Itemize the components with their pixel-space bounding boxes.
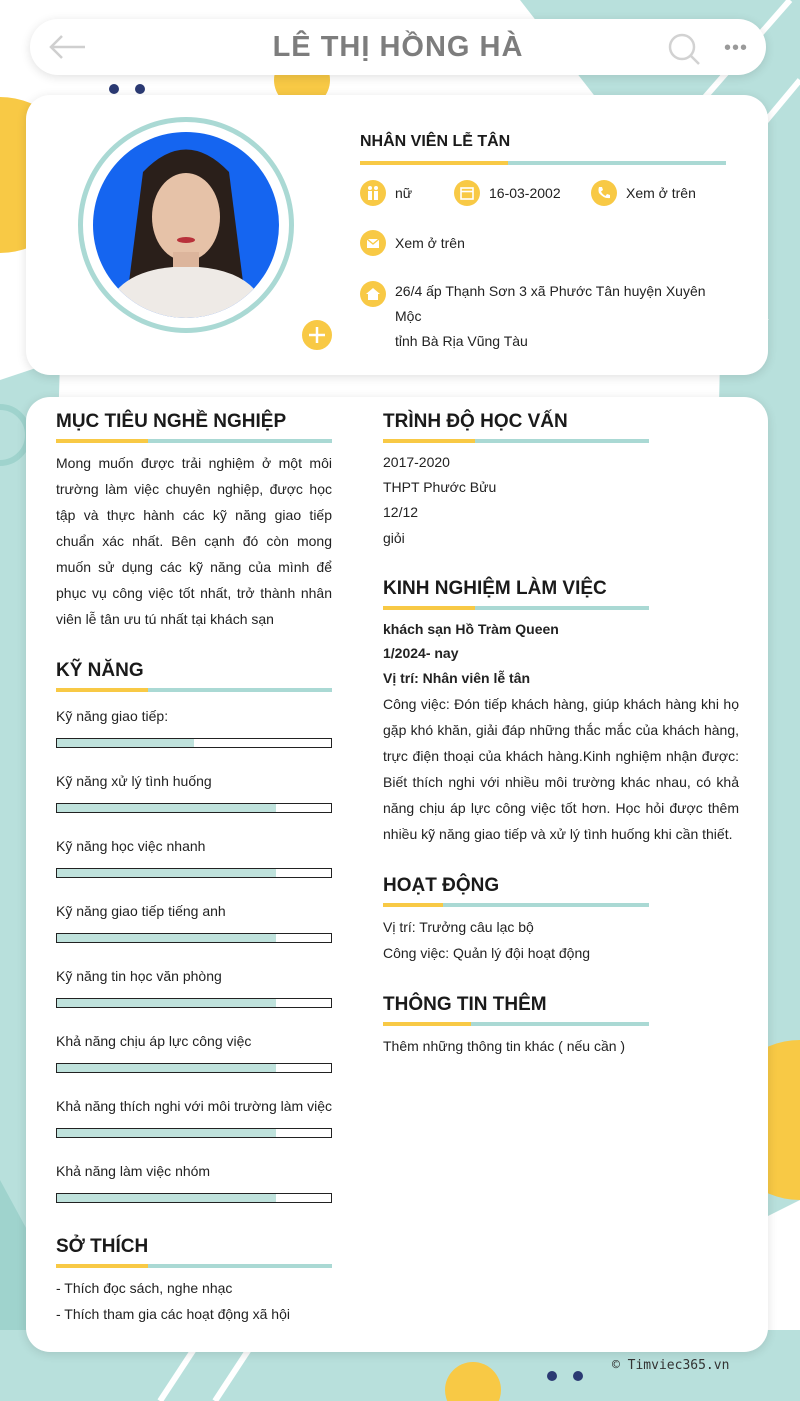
hobbies-underline — [56, 1264, 332, 1268]
hobby-item: - Thích tham gia các hoạt động xã hội — [56, 1306, 290, 1322]
experience-position: Vị trí: Nhân viên lễ tân — [383, 670, 531, 686]
email-value: Xem ở trên — [395, 235, 465, 251]
gender-value: nữ — [395, 185, 413, 201]
skill-bar — [56, 1128, 332, 1138]
skill-bar-fill — [57, 1194, 276, 1202]
education-line: 12/12 — [383, 504, 419, 520]
profile-card — [26, 95, 768, 375]
skill-bar-fill — [57, 869, 276, 877]
skill-label: Kỹ năng giao tiếp: — [56, 708, 169, 724]
skill-bar — [56, 933, 332, 943]
main-content-card — [26, 397, 768, 1352]
skill-bar — [56, 738, 332, 748]
gender-icon — [360, 180, 386, 206]
address-line-1: 26/4 ấp Thạnh Sơn 3 xã Phước Tân huyện Xuyên Mộc — [395, 283, 706, 324]
education-line: THPT Phước Bửu — [383, 479, 497, 495]
skill-label: Khả năng chịu áp lực công việc — [56, 1033, 252, 1049]
birthday-field — [454, 180, 561, 206]
objective-text: Mong muốn được trải nghiệm ở một môi trường làm việc chuyên nghiệp, được học tập và thực hành các kỹ năng giao tiếp chuẩn xác nhất. Bên cạnh đó còn mong muốn sử dụng các kỹ năng của mình để phục vụ công việc tốt nhất, trở thành nhân viên lễ tân ưu tú nhất tại khách sạn — [56, 455, 332, 627]
copyright-text: © Timviec365.vn — [612, 1358, 730, 1373]
education-heading: TRÌNH ĐỘ HỌC VẤN — [383, 411, 568, 432]
experience-description: Công việc: Đón tiếp khách hàng, giúp khách hàng khi họ gặp khó khăn, giải đáp những thắc mắc của khách hàng, trực điện thoại của khách hàng.Kinh nghiệm nhận được: Biết thích nghi với nhiều môi trường khác nhau, có khả năng chịu áp lực công việc tốt hơn. Học hỏi được thêm nhiều kỹ năng giao tiếp và xử lý tình huống khi cần thiết. — [383, 696, 739, 842]
skill-bar — [56, 1193, 332, 1203]
job-title: NHÂN VIÊN LỄ TÂN — [360, 133, 511, 150]
skill-bar — [56, 868, 332, 878]
gender-field — [360, 180, 412, 206]
skill-bar — [56, 803, 332, 813]
email-icon — [360, 230, 386, 256]
phone-icon — [591, 180, 617, 206]
search-icon[interactable] — [666, 31, 702, 67]
skill-bar — [56, 1063, 332, 1073]
skill-bar-fill — [57, 804, 276, 812]
skill-label: Kỹ năng tin học văn phòng — [56, 968, 222, 984]
avatar — [93, 132, 279, 318]
job-title-underline — [360, 161, 726, 165]
page-title: LÊ THỊ HỒNG HÀ — [272, 31, 524, 63]
additional-heading: THÔNG TIN THÊM — [383, 994, 547, 1015]
skill-bar-fill — [57, 934, 276, 942]
objective-heading: MỤC TIÊU NGHỀ NGHIỆP — [56, 411, 287, 432]
hobby-item: - Thích đọc sách, nghe nhạc — [56, 1280, 233, 1296]
education-line: 2017-2020 — [383, 454, 450, 470]
skills-heading: KỸ NĂNG — [56, 660, 144, 681]
home-icon — [360, 281, 386, 307]
birthday-value: 16-03-2002 — [489, 185, 561, 201]
skill-label: Khả năng làm việc nhóm — [56, 1163, 211, 1179]
education-line: giỏi — [383, 530, 405, 546]
additional-underline — [383, 1022, 649, 1026]
additional-text: Thêm những thông tin khác ( nếu cần ) — [383, 1038, 626, 1054]
activities-underline — [383, 903, 649, 907]
skills-underline — [56, 688, 332, 692]
activities-line: Vị trí: Trưởng câu lạc bộ — [383, 919, 534, 935]
address-line-2: tỉnh Bà Rịa Vũng Tàu — [395, 333, 528, 349]
phone-field — [591, 180, 696, 206]
add-photo-icon[interactable] — [300, 318, 334, 352]
experience-period: 1/2024- nay — [383, 645, 459, 661]
experience-underline — [383, 606, 649, 610]
experience-company: khách sạn Hồ Tràm Queen — [383, 621, 559, 637]
skill-bar-fill — [57, 999, 276, 1007]
email-field — [360, 230, 465, 256]
more-options-icon[interactable]: ••• — [724, 37, 749, 59]
activities-line: Công việc: Quản lý đội hoạt động — [383, 945, 591, 961]
education-underline — [383, 439, 649, 443]
calendar-icon — [454, 180, 480, 206]
hobbies-heading: SỞ THÍCH — [56, 1236, 149, 1257]
address-field — [360, 279, 730, 354]
skill-bar-fill — [57, 739, 194, 747]
phone-value: Xem ở trên — [626, 185, 696, 201]
avatar-frame — [78, 117, 294, 333]
skill-bar-fill — [57, 1064, 276, 1072]
skill-bar — [56, 998, 332, 1008]
top-bar — [30, 19, 766, 75]
skill-label: Kỹ năng học việc nhanh — [56, 838, 206, 854]
activities-heading: HOẠT ĐỘNG — [383, 875, 500, 896]
skill-label: Khả năng thích nghi với môi trường làm việc — [56, 1098, 332, 1114]
skill-bar-fill — [57, 1129, 276, 1137]
skill-label: Kỹ năng xử lý tình huống — [56, 773, 212, 789]
experience-heading: KINH NGHIỆM LÀM VIỆC — [383, 578, 607, 599]
objective-underline — [56, 439, 332, 443]
skill-label: Kỹ năng giao tiếp tiếng anh — [56, 903, 226, 919]
